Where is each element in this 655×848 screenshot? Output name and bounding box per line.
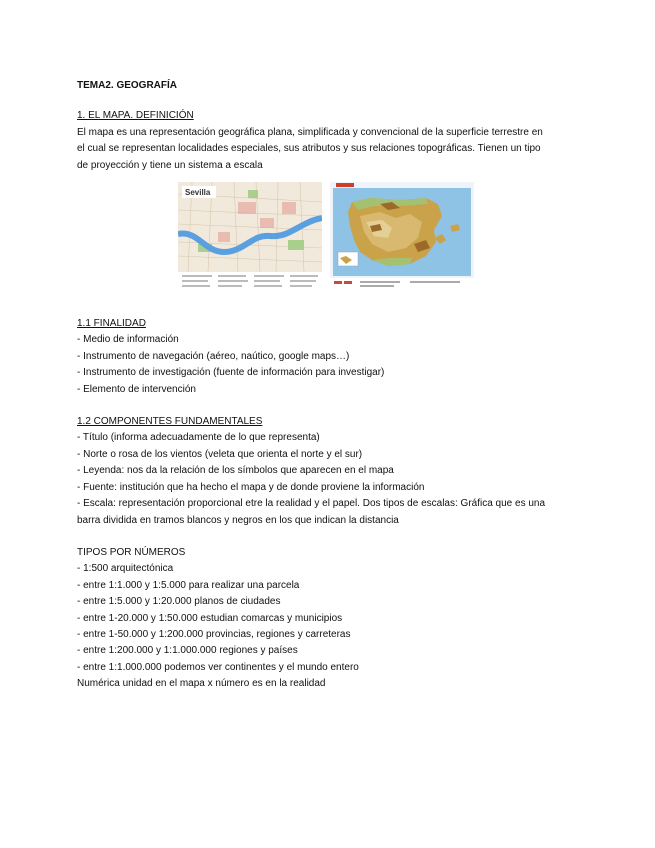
document-title: TEMA2. GEOGRAFÍA — [77, 80, 178, 91]
list-item: barra dividida en tramos blancos y negros en los que indican la distancia — [77, 514, 399, 526]
list-item: - entre 1:1.000 y 1:5.000 para realizar una parcela — [77, 579, 300, 591]
seville-city-map-image — [178, 182, 322, 290]
componentes-list — [77, 430, 582, 528]
section-heading-tipos: TIPOS POR NÚMEROS — [77, 546, 186, 558]
list-item: - Elemento de intervención — [77, 383, 196, 395]
section-heading-componentes: 1.2 COMPONENTES FUNDAMENTALES — [77, 416, 263, 428]
document-page — [77, 78, 582, 693]
tipos-list — [77, 561, 582, 676]
list-item: - Instrumento de investigación (fuente de información para investigar) — [77, 367, 385, 379]
paragraph-line: el cual se representan localidades especiales, sus atributos y sus relaciones topográficas. Tienen un tipo — [77, 143, 541, 155]
section-heading-definition: 1. EL MAPA. DEFINICIÓN — [77, 110, 194, 122]
tipos-footer-line: Numérica unidad en el mapa x número es en la realidad — [77, 678, 326, 690]
spain-physical-map-image — [330, 182, 474, 290]
list-item: - entre 1:5.000 y 1:20.000 planos de ciudades — [77, 596, 281, 608]
finalidad-list — [77, 332, 582, 398]
list-item: - entre 1-20.000 y 1:50.000 estudian comarcas y municipios — [77, 612, 343, 624]
section-heading-finalidad: 1.1 FINALIDAD — [77, 318, 146, 330]
city-map-title: Sevilla — [185, 188, 211, 198]
list-item: - Fuente: institución que ha hecho el mapa y de donde proviene la información — [77, 481, 425, 493]
map-images — [77, 182, 582, 294]
paragraph-line: El mapa es una representación geográfica plana, simplificada y convencional de la superficie terrestre en — [77, 126, 543, 138]
list-item: - entre 1-50.000 y 1:200.000 provincias, regiones y carreteras — [77, 628, 351, 640]
list-item: - entre 1:1.000.000 podemos ver continentes y el mundo entero — [77, 661, 359, 673]
list-item: - Escala: representación proporcional etre la realidad y el papel. Dos tipos de escalas: Gráfica que es una — [77, 498, 546, 510]
paragraph-line: de proyección y tiene un sistema a escala — [77, 159, 263, 171]
list-item: - Norte o rosa de los vientos (veleta que orienta el norte y el sur) — [77, 448, 363, 460]
list-item: - Instrumento de navegación (aéreo, naútico, google maps…) — [77, 350, 350, 362]
list-item: - Medio de información — [77, 334, 179, 346]
list-item: - Leyenda: nos da la relación de los símbolos que aparecen en el mapa — [77, 465, 394, 477]
list-item: - Título (informa adecuadamente de lo que representa) — [77, 432, 320, 444]
list-item: - entre 1:200.000 y 1:1.000.000 regiones y países — [77, 645, 298, 657]
list-item: - 1:500 arquitectónica — [77, 563, 174, 575]
